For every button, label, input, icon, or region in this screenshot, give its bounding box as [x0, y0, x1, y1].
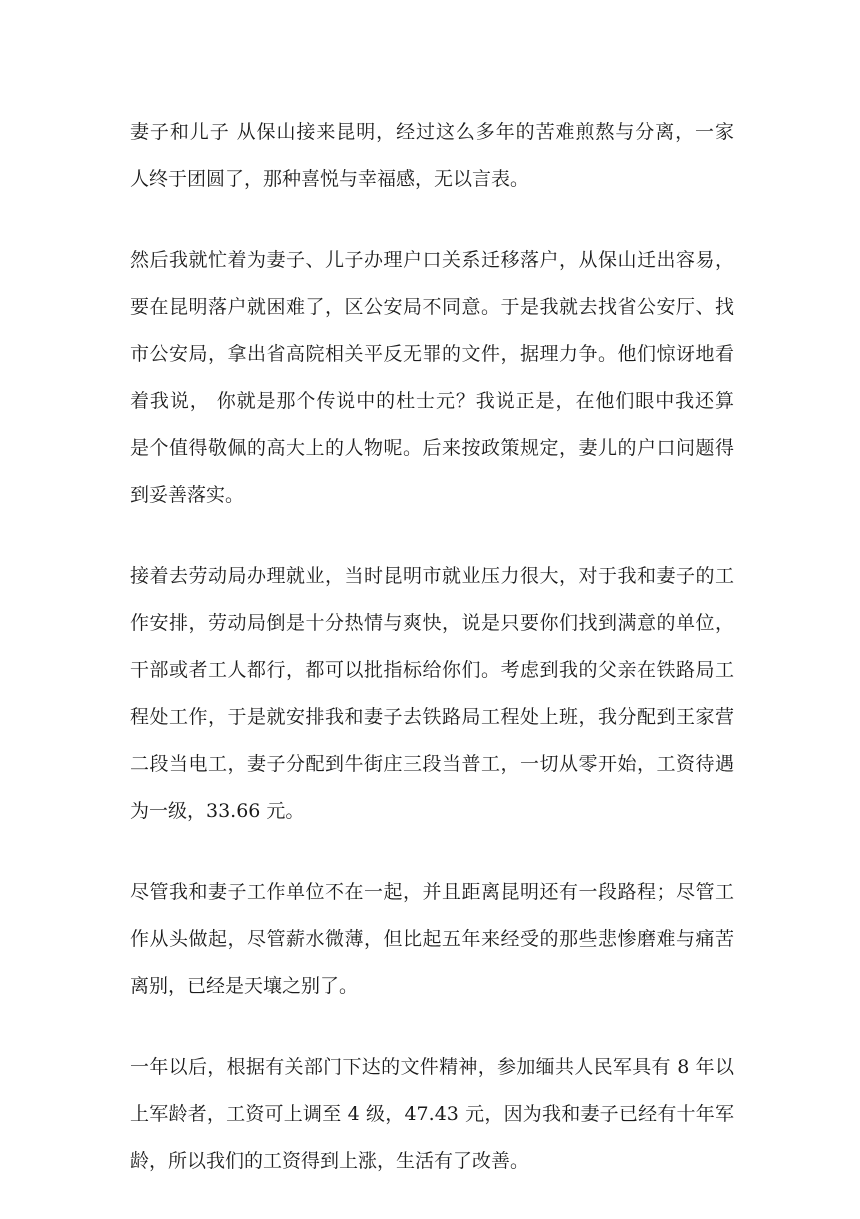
text-line: 作安排，劳动局倒是十分热情与爽快，说是只要你们找到满意的单位， — [130, 612, 734, 634]
paragraph-salary-raise — [130, 1044, 734, 1185]
text-line: 作从头做起，尽管薪水微薄，但比起五年来经受的那些悲惨磨难与痛苦 — [130, 928, 734, 950]
text-line: 然后我就忙着为妻子、儿子办理户口关系迁移落户，从保山迁出容易， — [130, 249, 734, 271]
text-line: 干部或者工人都行，都可以批指标给你们。考虑到我的父亲在铁路局工 — [130, 659, 734, 681]
text-line: 着我说， 你就是那个传说中的杜士元？我说正是，在他们眼中我还算 — [130, 390, 734, 412]
text-line: 妻子和儿子 从保山接来昆明，经过这么多年的苦难煎熬与分离，一家 — [130, 121, 734, 143]
text-line: 一年以后，根据有关部门下达的文件精神，参加缅共人民军具有 8 年以 — [130, 1056, 734, 1078]
paragraph-employment — [130, 553, 734, 835]
text-line: 人终于团圆了，那种喜悦与幸福感，无以言表。 — [130, 168, 530, 190]
text-line: 上军龄者，工资可上调至 4 级，47.43 元，因为我和妻子已经有十年军 — [130, 1103, 734, 1125]
document-body — [130, 109, 734, 1219]
text-line: 二段当电工，妻子分配到牛街庄三段当普工，一切从零开始，工资待遇 — [130, 753, 734, 775]
paragraph-reunion — [130, 109, 734, 203]
paragraph-household-registration — [130, 237, 734, 519]
text-line: 接着去劳动局办理就业，当时昆明市就业压力很大，对于我和妻子的工 — [130, 565, 734, 587]
text-line: 程处工作，于是就安排我和妻子去铁路局工程处上班，我分配到王家营 — [130, 706, 734, 728]
text-line: 尽管我和妻子工作单位不在一起，并且距离昆明还有一段路程；尽管工 — [130, 881, 734, 903]
text-line: 到妥善落实。 — [130, 484, 245, 506]
text-line: 市公安局，拿出省高院相关平反无罪的文件，据理力争。他们惊讶地看 — [130, 343, 734, 365]
text-line: 为一级，33.66 元。 — [130, 800, 305, 822]
text-line: 要在昆明落户就困难了，区公安局不同意。于是我就去找省公安厅、找 — [130, 296, 734, 318]
text-line: 离别，已经是天壤之别了。 — [130, 975, 359, 997]
text-line: 龄，所以我们的工资得到上涨，生活有了改善。 — [130, 1150, 530, 1172]
paragraph-work-separation — [130, 869, 734, 1010]
text-line: 是个值得敬佩的高大上的人物呢。后来按政策规定，妻儿的户口问题得 — [130, 437, 734, 459]
